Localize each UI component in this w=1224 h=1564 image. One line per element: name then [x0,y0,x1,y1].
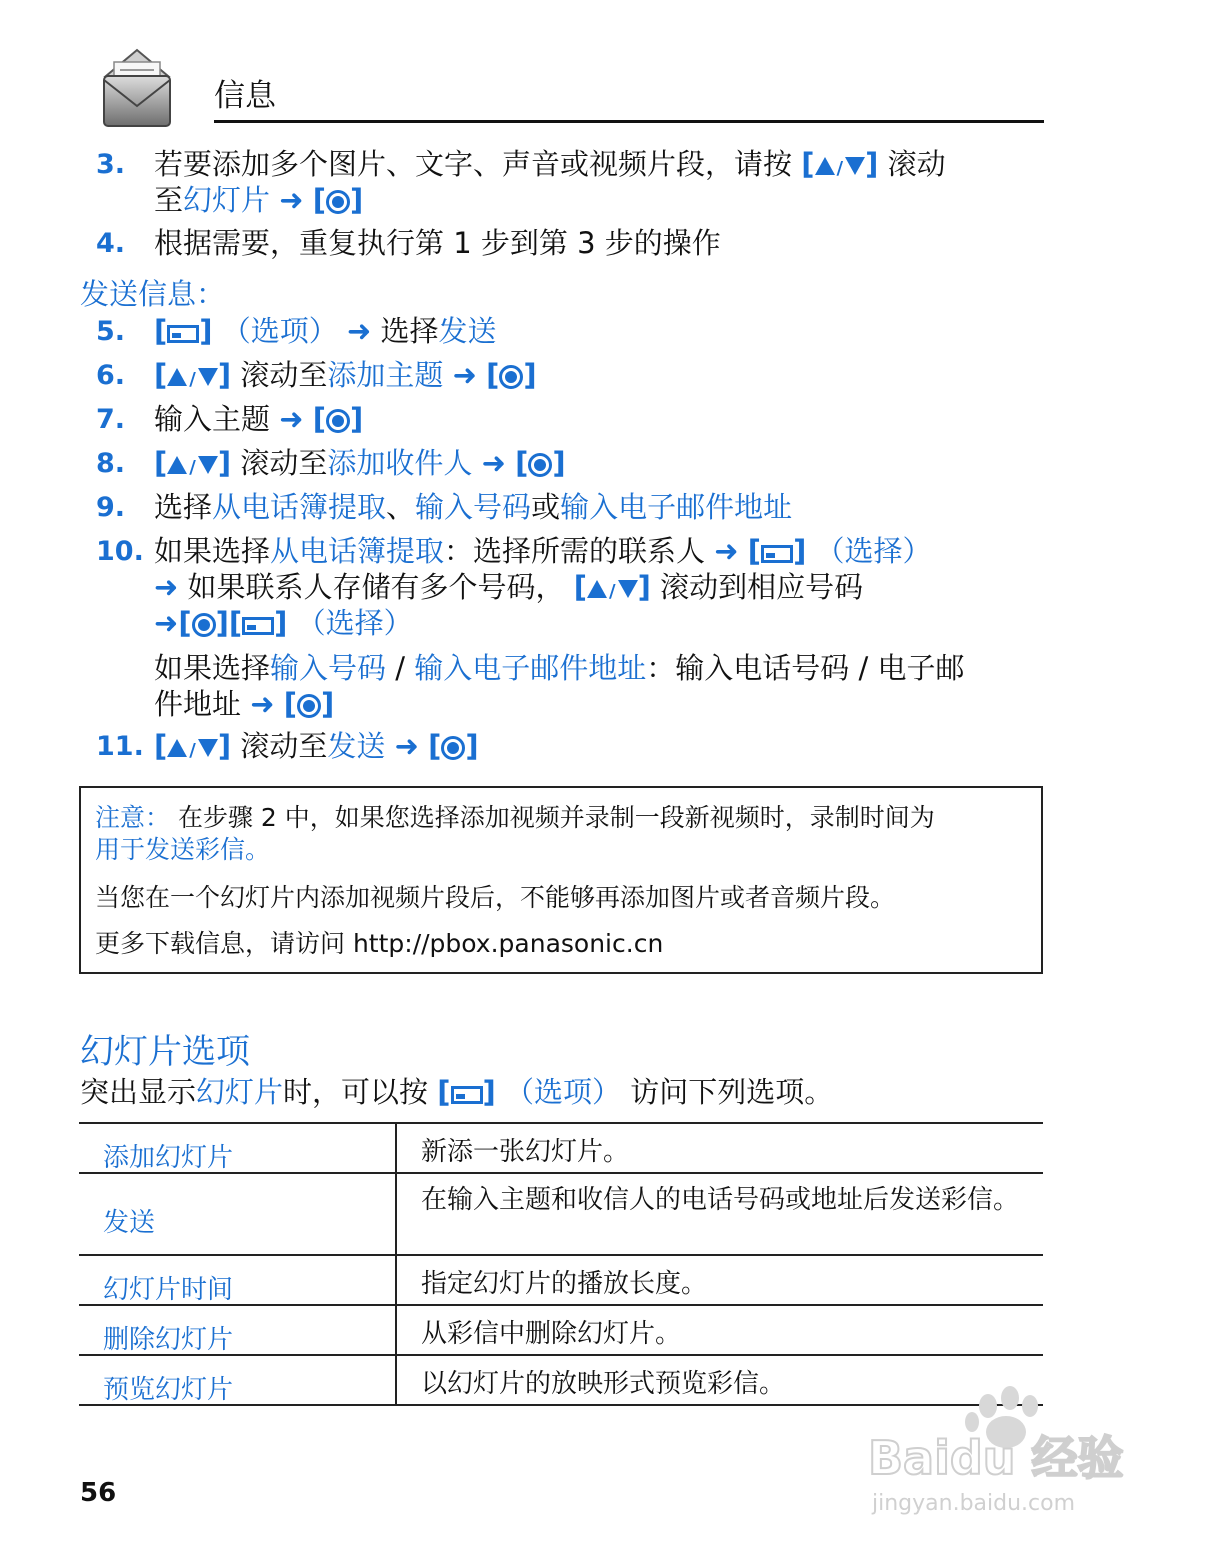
softkey-label: （选项） [221,314,338,348]
step-10-line-4 [154,650,964,687]
ok-center-icon [499,365,523,389]
page-title: 信息 [214,78,276,114]
note-line-1b [95,834,270,866]
arrow-right-icon: ➜ [452,358,477,392]
note-text: 用于发送彩信。 [95,835,271,864]
option-desc: 指定幻灯片的播放长度。 [421,1269,708,1299]
down-triangle-icon [198,739,218,757]
menu-link: 发送 [438,314,497,348]
softkey-icon [761,545,793,563]
step-3-cont [154,182,363,219]
arrow-right-icon: ➜ [279,402,304,436]
arrow-right-icon: ➜ [714,534,739,568]
up-triangle-icon [587,580,607,598]
menu-link: 幻灯片 [196,1075,284,1109]
step-text: 件地址 [154,687,242,721]
menu-link: 输入电子邮件地址 [414,651,647,685]
down-triangle-icon [618,580,638,598]
step-text: 至 [154,183,184,217]
softkey: [ ] [747,534,807,568]
option-desc: 从彩信中删除幻灯片。 [421,1319,682,1349]
section-intro [80,1070,833,1111]
arrow-right-icon: ➜ [250,687,275,721]
send-message-label: 发送信息： [80,277,226,311]
softkey-label: （选择） [815,534,932,568]
softkey-icon [242,617,274,635]
softkey-label: （选项） [505,1075,622,1109]
ok-center-icon [326,409,350,433]
table-row [79,1172,1043,1254]
step-text: 或 [531,490,561,524]
ok-key: [ ] [428,729,479,763]
step-text: 如果选择 [154,534,271,568]
note-line-2: 当您在一个幻灯片内添加视频片段后，不能够再添加图片或者音频片段。 [95,883,896,912]
step-text-2: 滚动 [887,147,946,181]
step-text: 若要添加多个图片、文字、声音或视频片段，请按 [154,147,793,181]
step-number: 4. [96,228,126,259]
scroll-key: [ / ] [154,358,232,392]
ok-key: [ ] [312,402,364,436]
baidu-watermark [868,1378,1158,1518]
up-triangle-icon [167,368,187,386]
softkey-icon [167,325,199,343]
option-name: 幻灯片时间 [103,1275,234,1305]
intro-text: 访问下列选项。 [630,1075,834,1109]
menu-link: 发送 [327,729,386,763]
page-number: 56 [80,1478,117,1508]
step-number: 5. [96,316,126,347]
option-desc: 以幻灯片的放映形式预览彩信。 [421,1369,786,1399]
step-number: 7. [96,404,126,435]
arrow-right-icon: ➜ [154,570,179,604]
down-triangle-icon [198,456,218,474]
options-table [79,1122,1043,1406]
step-number: 9. [96,492,126,523]
ok-key: [ ] [312,183,364,217]
arrow-right-icon: ➜ [394,729,419,763]
menu-link: 从电话簿提取 [212,490,387,524]
up-triangle-icon [815,157,835,175]
up-triangle-icon [167,456,187,474]
step-text: 选择 [154,490,213,524]
step-text: 输入主题 [154,402,271,436]
step-text: 根据需要，重复执行第 1 步到第 3 步的操作 [154,226,721,260]
table-row [79,1254,1043,1304]
step-number: 11. [96,731,144,762]
option-name: 删除幻灯片 [103,1325,234,1355]
option-name: 预览幻灯片 [103,1375,234,1405]
step-text: 滚动至 [240,358,328,392]
step-10-line-5 [154,686,334,723]
ok-key: [ ] [283,687,335,721]
watermark-brand: Baidu 经验 [868,1431,1124,1485]
ok-center-icon [192,613,216,637]
step-10-line-3 [154,605,413,642]
note-label: 注意： [95,803,171,832]
menu-link: 从电话簿提取 [270,534,445,568]
step-text: 如果联系人存储有多个号码， [187,570,565,604]
ok-key: [ ] [515,446,566,480]
menu-link: 输入号码 [270,651,387,685]
option-desc: 在输入主题和收信人的电话号码或地址后发送彩信。 [421,1185,1020,1215]
ok-center-icon [326,190,350,214]
section-title: 幻灯片选项 [80,1032,250,1072]
intro-text: 时，可以按 [283,1075,429,1109]
softkey-label: （选择） [296,606,413,640]
menu-link: 添加主题 [327,358,444,392]
step-number: 6. [96,360,126,391]
scroll-key: [ / ] [154,446,232,480]
note-line-1 [95,802,935,834]
softkey: [ ] [437,1075,496,1109]
option-name: 添加幻灯片 [103,1143,234,1173]
envelope-icon [100,46,174,134]
step-text: 滚动到相应号码 [660,570,864,604]
menu-link: 幻灯片 [183,183,271,217]
step-number: 8. [96,448,126,479]
note-box [79,786,1043,974]
arrow-right-icon: ➜ [154,606,179,640]
option-desc: 新添一张幻灯片。 [421,1137,630,1167]
step-10-line-2 [154,569,863,610]
softkey: [ ] [154,314,213,348]
option-name: 发送 [103,1208,156,1238]
separator: / [386,651,415,685]
ok-key: [ ] [178,606,229,640]
note-text: 在步骤 2 中，如果您选择添加视频并录制一段新视频时，录制时间为 [177,803,935,832]
menu-link: 添加收件人 [327,446,473,480]
down-triangle-icon [198,368,218,386]
note-line-3: 更多下载信息，请访问 http://pbox.panasonic.cn [95,929,664,958]
step-number: 3. [96,149,126,180]
arrow-right-icon: ➜ [481,446,506,480]
step-text: 滚动至 [240,446,328,480]
scroll-key: [ / ] [801,147,879,181]
ok-center-icon [297,694,321,718]
scroll-key: [ / ] [154,729,232,763]
table-row [79,1304,1043,1354]
watermark-url: jingyan.baidu.com [872,1491,1076,1516]
scroll-key: [ / ] [573,570,651,604]
softkey-icon [451,1086,483,1104]
header-rule [214,120,1044,123]
menu-link: 输入电子邮件地址 [560,490,793,524]
step-text: ：选择所需的联系人 [444,534,706,568]
step-text: 滚动至 [240,729,328,763]
arrow-right-icon: ➜ [346,314,372,348]
down-triangle-icon [845,157,865,175]
softkey: [ ] [228,606,288,640]
menu-link: 输入号码 [415,490,532,524]
step-text: 如果选择 [154,651,271,685]
arrow-right-icon: ➜ [279,183,304,217]
ok-key: [ ] [486,358,537,392]
step-number: 10. [96,536,144,567]
up-triangle-icon [167,739,187,757]
step-text: 选择 [380,314,439,348]
step-text: ：输入电话号码 / 电子邮 [646,651,965,685]
table-row [79,1122,1043,1172]
separator: 、 [386,490,416,524]
ok-center-icon [528,453,552,477]
intro-text: 突出显示 [80,1075,197,1109]
ok-center-icon [441,736,465,760]
